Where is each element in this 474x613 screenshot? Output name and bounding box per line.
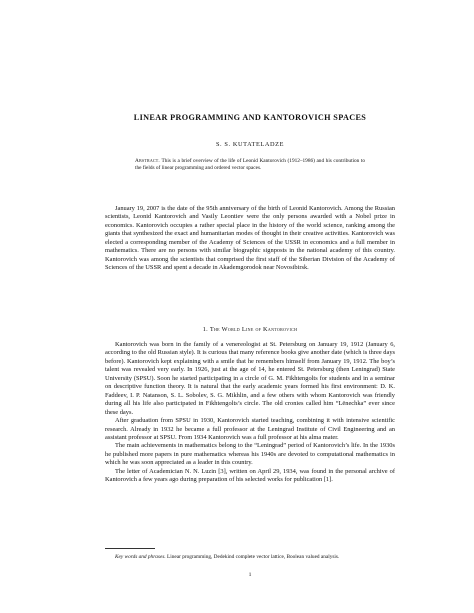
arxiv-stamp: [14, 12, 44, 602]
abstract: [135, 158, 365, 172]
footnote-label: Key words and phrases.: [115, 554, 166, 560]
section-body: [105, 341, 395, 485]
footnote-text: Linear programming, Dedekind complete vector lattice, Boolean valued analysis.: [167, 554, 340, 560]
section-paragraph: The main achievements in mathematics belong to the “Leningrad” period of Kantorovich’s life. In the 1930s he published more papers in pure mathematics whereas his 1940s are devoted to computational mathematics in which he was soon appreciated as a leader in this country.: [105, 442, 395, 467]
footnote: [105, 554, 395, 561]
intro-paragraph: January 19, 2007 is the date of the 95th anniversary of the birth of Leonid Kantorovich. Among the Russian scientists, Leonid Kantorovich and Vasily Leontiev were the only persons awarded with a Nobel prize in economics. Kantorovich occupies a rather special place in the history of the world science, ranking among the giants that synthesized the exact and humanitarian modes of thought in their creative activities. Kantorovich was elected a corresponding member of the Academy of Sciences of the USSR in economics and a full member in mathematics. There are no persons with similar biographic signposts in the national academy of this country. Kantorovich was among the scientists that comprised the first staff of the Siberian Division of the Academy of Sciences of the USSR and spent a decade in Akademgorodok near Novosibirsk.: [105, 205, 395, 272]
intro-section: [105, 205, 395, 273]
paper-title: LINEAR PROGRAMMING AND KANTOROVICH SPACES: [133, 113, 367, 122]
abstract-label: Abstract.: [135, 158, 160, 164]
section-paragraph: Kantorovich was born in the family of a venereologist at St. Petersburg on January 19, 1912 (January 6, according to the old Russian style). It is curious that many reference books give another date (which is three days before). Kantorovich kept explaining with a smile that he remembers himself from January 19, 1912. The boy’s talent was revealed very early. In 1926, just at the age of 14, he entered St. Petersburg (then Leningrad) State University (SPSU). Soon he started participating in a circle of G. M. Fikhtengolts for students and in a seminar on descriptive function theory. It is natural that the early academic years formed his first environment: D. K. Faddeev, I. P. Natanson, S. L. Sobolev, S. G. Mikhlin, and a few others with whom Kantorovich was friendly during all his life also participated in Fikhtengolts’s circle. The old cronies called him “Lënechka” ever since these days.: [105, 341, 395, 416]
author-name: S. S. KUTATELADZE: [215, 141, 285, 148]
section-paragraph: After graduation from SPSU in 1930, Kantorovich started teaching, combining it with intensive scientific research. Already in 1932 he became a full professor at the Leningrad Institute of Civil Engineering and an assistant professor at SPSU. From 1934 Kantorovich was a full professor at his alma mater.: [105, 417, 395, 441]
section-heading: 1. The World Line of Kantorovich: [202, 326, 298, 333]
footnote-rule: [105, 548, 155, 549]
page-number: 1: [248, 572, 252, 578]
section-paragraph: The letter of Academician N. N. Luzin [3], written on April 29, 1934, was found in the personal archive of Kantorovich a few years ago during preparation of his selected works for publication [1].: [105, 467, 395, 484]
abstract-text: This is a brief overview of the life of Leonid Kantorovich (1912–1986) and his contribution to the fields of linear programming and ordered vector spaces.: [135, 158, 365, 172]
